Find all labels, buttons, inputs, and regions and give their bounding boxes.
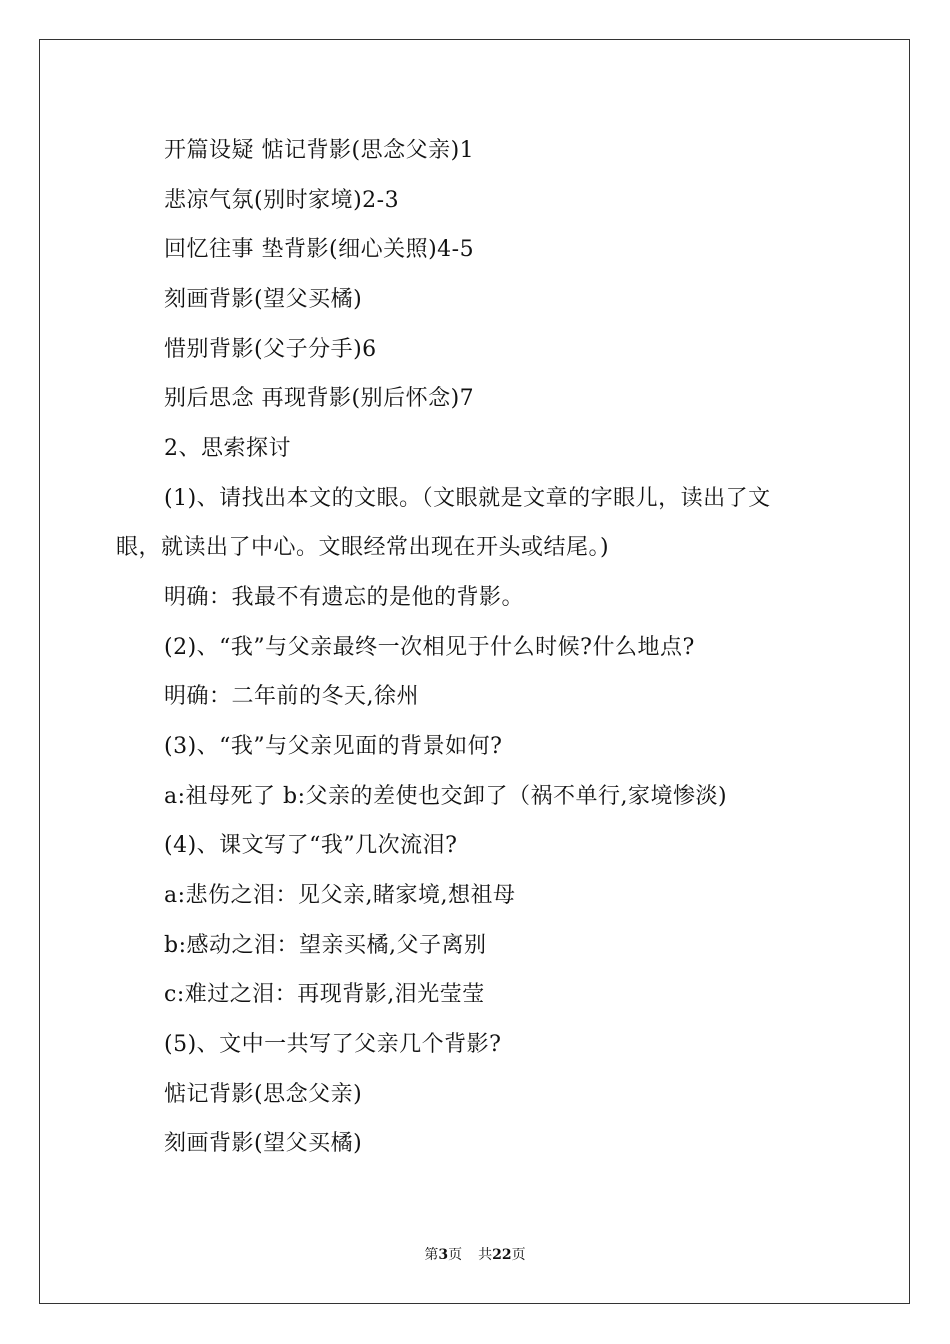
text-line: (2)、“我”与父亲最终一次相见于什么时候?什么地点? [164, 635, 695, 660]
text-line: a:悲伤之泪：见父亲,睹家境,想祖母 [164, 883, 516, 908]
footer-total-pages: 22 [492, 1247, 512, 1263]
text-line: (4)、课文写了“我”几次流泪? [164, 833, 458, 858]
text-line: 刻画背影(望父买橘) [164, 1131, 363, 1156]
section-heading: 2、思索探讨 [164, 436, 291, 461]
footer-page-number: 3 [438, 1247, 449, 1263]
text-line: 惦记背影(思念父亲) [164, 1082, 363, 1107]
text-line: (1)、请找出本文的文眼。（文眼就是文章的字眼儿，读出了文 [164, 486, 771, 511]
text-line: 刻画背影(望父买橘) [164, 287, 363, 312]
text-line: 悲凉气氛(别时家境)2-3 [164, 188, 400, 213]
text-line: 眼，就读出了中心。文眼经常出现在开头或结尾。) [116, 535, 610, 560]
text-line: (5)、文中一共写了父亲几个背影? [164, 1032, 502, 1057]
text-line: 别后思念 再现背影(别后怀念)7 [164, 386, 475, 411]
text-line: c:难过之泪：再现背影,泪光莹莹 [164, 982, 485, 1007]
text-line: 明确：二年前的冬天,徐州 [164, 684, 419, 709]
footer-total-suffix: 页 [511, 1247, 526, 1263]
page-footer [0, 1246, 950, 1264]
text-line: 惜别背影(父子分手)6 [164, 337, 377, 362]
text-line: a:祖母死了 b:父亲的差使也交卸了（祸不单行,家境惨淡) [164, 784, 728, 809]
text-line: 明确：我最不有遗忘的是他的背影。 [164, 585, 525, 610]
page-frame [39, 39, 910, 1304]
text-line: 开篇设疑 惦记背影(思念父亲)1 [164, 138, 475, 163]
footer-prefix: 第 [424, 1247, 439, 1263]
text-line: 回忆往事 垫背影(细心关照)4-5 [164, 237, 475, 262]
text-line: b:感动之泪：望亲买橘,父子离别 [164, 933, 487, 958]
footer-page-suffix: 页 [448, 1247, 463, 1263]
footer-total-prefix: 共 [478, 1247, 493, 1263]
text-line: (3)、“我”与父亲见面的背景如何? [164, 734, 503, 759]
